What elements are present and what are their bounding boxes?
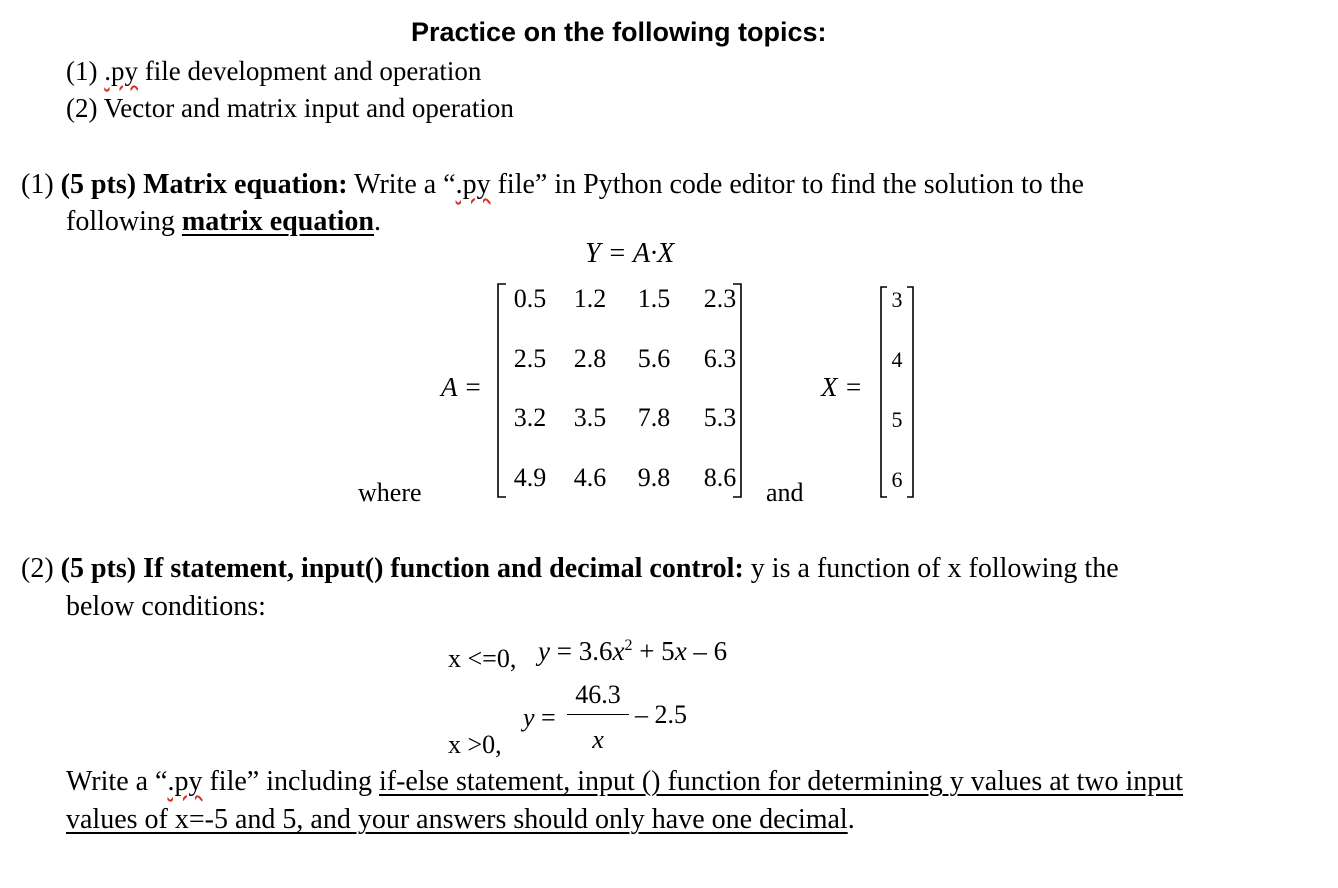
q1-line-2-a: following — [66, 206, 182, 237]
q1-equation: Y = A·X — [585, 238, 675, 269]
equation-2-tail: – 2.5 — [635, 700, 687, 729]
matrix-a-cell: 4.6 — [573, 463, 607, 492]
page-title: Practice on the following topics: — [411, 17, 827, 47]
topic-2 — [66, 92, 514, 124]
q2-text: y is a function of x following the — [743, 553, 1119, 584]
q2-underlined-instruction: if-else statement, input () function for determining y values at two input — [379, 766, 1184, 797]
q1-line-2 — [66, 205, 381, 239]
q1-matrix-equation-link: matrix equation — [181, 206, 374, 237]
matrix-a-cell: 1.5 — [637, 284, 671, 313]
equation-1: $y = 3.6x^2 + 5x - 6$ — [538, 636, 728, 666]
matrix-a-cell: 2.3 — [703, 284, 737, 313]
q2-heading: (5 pts) If statement, input() function and decimal control: — [60, 553, 744, 584]
matrix-a-cell: 1.2 — [573, 284, 607, 313]
vector-x-cell: 4 — [891, 347, 903, 372]
q1-text-b: file” in Python code editor to find the solution to the — [490, 169, 1084, 200]
topic-2-text: Vector and matrix input and operation — [103, 93, 514, 123]
matrix-a-cell: 7.8 — [637, 403, 671, 432]
q2-line-2: below conditions: — [66, 591, 266, 622]
matrix-a-cell: 8.6 — [703, 463, 737, 492]
q2-instruction-line-2: values of x=-5 and 5, and your answers should only have one decimal. — [66, 804, 855, 835]
matrix-a — [497, 283, 743, 498]
q1-ext: .py — [455, 169, 491, 200]
equation-2-numerator: 46.3 — [575, 680, 621, 709]
matrix-a-cell: 4.9 — [513, 463, 547, 492]
q1-line-2-b: . — [374, 206, 381, 237]
q2-instruction-line-1: Write a “.py file” including if-else statement, input () function for determining y values at two input — [66, 766, 1184, 797]
q2-underlined-instruction-2: values of x=-5 and 5, and your answers should only have one decimal — [66, 804, 848, 835]
and-label: and — [766, 478, 804, 507]
matrix-a-cell: 5.3 — [703, 403, 737, 432]
condition-1: x <=0, — [448, 644, 517, 673]
q2-number: (2) — [21, 553, 54, 584]
matrix-a-cell: 5.6 — [637, 344, 671, 373]
matrix-a-cell: 3.5 — [573, 403, 607, 432]
topic-1 — [66, 55, 481, 87]
vector-x-cell: 6 — [891, 467, 903, 492]
q1-line-1 — [21, 168, 1084, 202]
fraction-bar — [567, 714, 629, 715]
matrix-a-cell: 0.5 — [513, 284, 547, 313]
condition-2: x >0, — [448, 730, 502, 759]
vector-x-cell: 3 — [891, 287, 903, 312]
vector-x-label: X = — [821, 372, 863, 402]
vector-x-cell: 5 — [891, 407, 903, 432]
q2-ext: .py — [167, 766, 203, 797]
matrix-a-cell: 2.5 — [513, 344, 547, 373]
topic-2-number: (2) — [66, 93, 98, 123]
q1-text-a: Write a “ — [347, 169, 456, 200]
where-label: where — [358, 478, 422, 507]
topic-1-text: file development and operation — [137, 56, 482, 86]
q1-number: (1) — [21, 169, 54, 200]
matrix-a-cell: 3.2 — [513, 403, 547, 432]
matrix-a-cell: 2.8 — [573, 344, 607, 373]
matrix-a-label: A = — [441, 372, 482, 402]
vector-x — [880, 286, 914, 498]
matrix-a-cell: 6.3 — [703, 344, 737, 373]
topic-1-number: (1) — [66, 56, 98, 86]
equation-2-y: y = — [523, 703, 556, 732]
topic-1-ext: .py — [104, 56, 138, 86]
q2-line-1 — [21, 552, 1119, 586]
equation-2-denominator: x — [592, 725, 604, 754]
q1-heading: (5 pts) Matrix equation: — [60, 169, 348, 200]
matrix-a-cell: 9.8 — [637, 463, 671, 492]
